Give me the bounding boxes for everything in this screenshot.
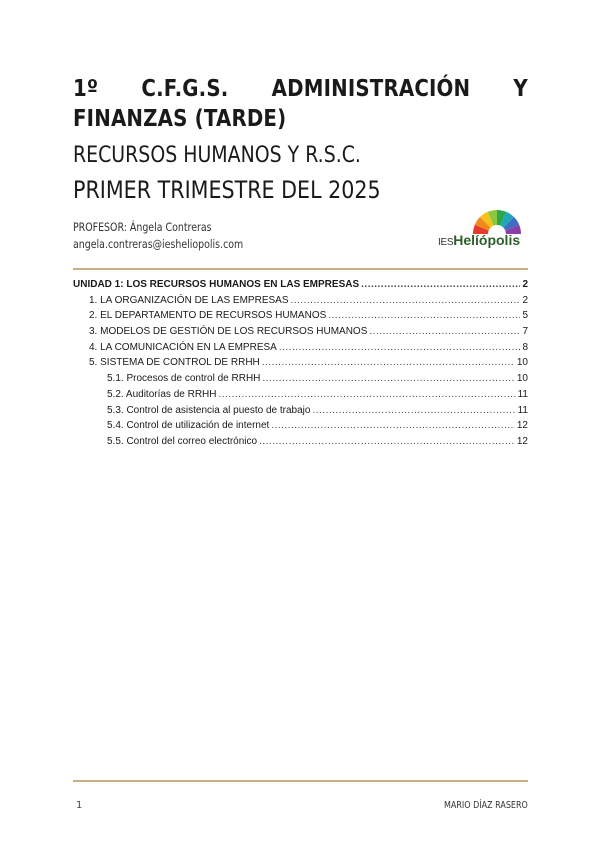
toc-leader-dots: [328, 310, 520, 321]
toc-leader-dots: [291, 295, 521, 306]
subject-title: RECURSOS HUMANOS Y R.S.C.: [73, 143, 361, 168]
toc-leader-dots: [312, 405, 515, 416]
toc-entry-page: 12: [516, 435, 528, 447]
toc-entry-page: 12: [516, 420, 528, 432]
toc-entry-page: 5: [522, 310, 528, 322]
toc-entry[interactable]: [73, 420, 528, 436]
toc-leader-dots: [271, 420, 515, 431]
toc-leader-dots: [369, 326, 520, 337]
logo-prefix: IES: [438, 237, 454, 248]
footer-author: MARIO DÍAZ RASERO: [444, 800, 528, 811]
toc-entry-page: 11: [517, 388, 528, 400]
toc-entry[interactable]: [73, 326, 528, 342]
toc-entry[interactable]: [73, 357, 528, 373]
toc-leader-dots: [219, 389, 516, 400]
toc-entry[interactable]: [73, 436, 528, 452]
toc-entry-title: 2. EL DEPARTAMENTO DE RECURSOS HUMANOS: [89, 310, 327, 322]
toc-entry[interactable]: [73, 373, 528, 389]
professor-email: angela.contreras@iesheliopolis.com: [73, 237, 244, 251]
school-logo: [438, 208, 530, 250]
toc-entry-page: 10: [516, 373, 528, 385]
sunburst-logo-icon: [472, 208, 522, 234]
toc-entry-page: 11: [517, 404, 528, 416]
toc-entry-title: 1. LA ORGANIZACIÓN DE LAS EMPRESAS: [89, 294, 289, 306]
toc-entry-title: 5.3. Control de asistencia al puesto de trabajo: [107, 404, 311, 416]
toc-entry-page: 10: [516, 357, 528, 369]
toc-entry-title: 4. LA COMUNICACIÓN EN LA EMPRESA: [89, 341, 277, 353]
toc-entry[interactable]: [73, 310, 528, 326]
toc-leader-dots: [262, 373, 514, 384]
page-number: 1: [76, 800, 83, 811]
logo-name: Helíópolis: [453, 232, 521, 248]
toc-entry[interactable]: [73, 279, 528, 295]
toc-entry-page: 2: [522, 294, 528, 306]
toc-leader-dots: [262, 357, 515, 368]
header-rule: [73, 268, 528, 270]
logo-wordmark: [438, 233, 520, 250]
toc-entry-page: 2: [522, 279, 528, 290]
toc-entry-title: 5. SISTEMA DE CONTROL DE RRHH: [89, 357, 260, 369]
footer-rule: [73, 780, 528, 782]
toc-entry-title: 5.4. Control de utilización de internet: [107, 420, 270, 432]
toc-leader-dots: [279, 342, 521, 353]
toc-entry-title: 5.1. Procesos de control de RRHH: [107, 373, 261, 385]
document-title: 1º C.F.G.S. ADMINISTRACIÓN Y FINANZAS (TARDE): [73, 76, 528, 132]
toc-entry[interactable]: [73, 295, 528, 311]
toc-entry[interactable]: [73, 389, 528, 405]
toc-entry-title: 3. MODELOS DE GESTIÓN DE LOS RECURSOS HUMANOS: [89, 326, 368, 338]
professor-block: [73, 219, 243, 253]
toc-entry-title: UNIDAD 1: LOS RECURSOS HUMANOS EN LAS EMPRESAS: [73, 279, 360, 290]
toc-entry[interactable]: [73, 405, 528, 421]
toc-leader-dots: [259, 436, 515, 447]
toc-entry-title: 5.5. Control del correo electrónico: [107, 435, 258, 447]
term-title: PRIMER TRIMESTRE DEL 2025: [73, 176, 381, 204]
toc-leader-dots: [361, 279, 520, 290]
professor-name: PROFESOR: Ángela Contreras: [73, 220, 212, 234]
table-of-contents: [73, 279, 528, 452]
toc-entry[interactable]: [73, 342, 528, 358]
toc-entry-page: 8: [522, 341, 528, 353]
toc-entry-title: 5.2. Auditorías de RRHH: [107, 388, 217, 400]
toc-entry-page: 7: [522, 326, 528, 338]
